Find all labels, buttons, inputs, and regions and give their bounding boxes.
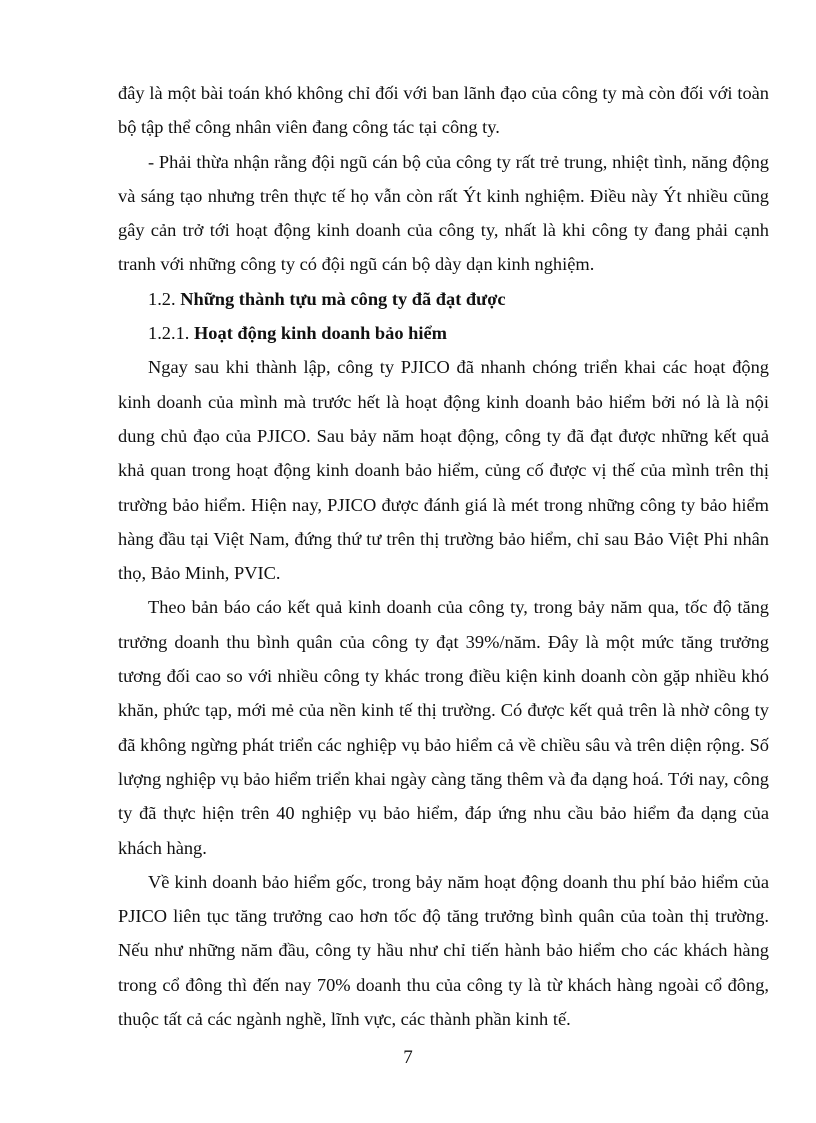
paragraph-original-insurance: Về kinh doanh bảo hiểm gốc, trong bảy năm hoạt động doanh thu phí bảo hiểm của PJICO liên tục tăng trưởng cao hơn tốc độ tăng trưởng bình quân của toàn thị trường. Nếu như những năm đầu, công ty hầu như chỉ tiến hành bảo hiểm cho các khách hàng trong cổ đông thì đến nay 70% doanh thu của công ty là từ khách hàng ngoài cổ đông, thuộc tất cả các ngành nghề, lĩnh vực, các thành phần kinh tế. [118, 871, 769, 1030]
body-text [118, 76, 769, 1036]
section-heading-1-2-1 [118, 316, 769, 350]
page-number: 7 [403, 1047, 413, 1068]
paragraph-staff-experience: - Phải thừa nhận rằng đội ngũ cán bộ của công ty rất trẻ trung, nhiệt tình, năng động và sáng tạo nhưng trên thực tế họ vẫn còn rất Ýt kinh nghiệm. Điều này Ýt nhiều cũng gây cản trở tới hoạt động kinh doanh của công ty, nhất là khi công ty đang phải cạnh tranh với những công ty có đội ngũ cán bộ dày dạn kinh nghiệm. [118, 151, 769, 275]
subsection-number: 1.2.1. [148, 323, 190, 344]
section-heading-1-2 [118, 282, 769, 316]
section-number: 1.2. [148, 288, 176, 309]
subsection-title: Hoạt động kinh doanh bảo hiểm [194, 323, 447, 344]
paragraph-revenue-growth: Theo bản báo cáo kết quả kinh doanh của công ty, trong bảy năm qua, tốc độ tăng trưởng doanh thu bình quân của công ty đạt 39%/năm. Đây là một mức tăng trưởng tương đối cao so với nhiều công ty khác trong điều kiện kinh doanh còn gặp nhiều khó khăn, phức tạp, mới mẻ của nền kinh tế thị trường. Có được kết quả trên là nhờ công ty đã không ngừng phát triển các nghiệp vụ bảo hiểm cả về chiều sâu và trên diện rộng. Số lượng nghiệp vụ bảo hiểm triển khai ngày càng tăng thêm và đa dạng hoá. Tới nay, công ty đã thực hiện trên 40 nghiệp vụ bảo hiểm, đáp ứng nhu cầu bảo hiểm đa dạng của khách hàng. [118, 597, 769, 858]
section-title: Những thành tựu mà công ty đã đạt được [180, 288, 506, 309]
paragraph-insurance-activities: Ngay sau khi thành lập, công ty PJICO đã nhanh chóng triển khai các hoạt động kinh doanh của mình mà trước hết là hoạt động kinh doanh bảo hiểm bởi nó là là nội dung chủ đạo của PJICO. Sau bảy năm hoạt động, công ty đã đạt được những kết quả khả quan trong hoạt động kinh doanh bảo hiểm, củng cố được vị thế của mình trên thị trường bảo hiểm. Hiện nay, PJICO được đánh giá là mét trong những công ty bảo hiểm hàng đầu tại Việt Nam, đứng thứ tư trên thị trường bảo hiểm, chỉ sau Bảo Việt Phi nhân thọ, Bảo Minh, PVIC. [118, 357, 769, 584]
paragraph-continuation: đây là một bài toán khó không chỉ đối với ban lãnh đạo của công ty mà còn đối với toàn bộ tập thể công nhân viên đang công tác tại công ty. [118, 83, 769, 138]
